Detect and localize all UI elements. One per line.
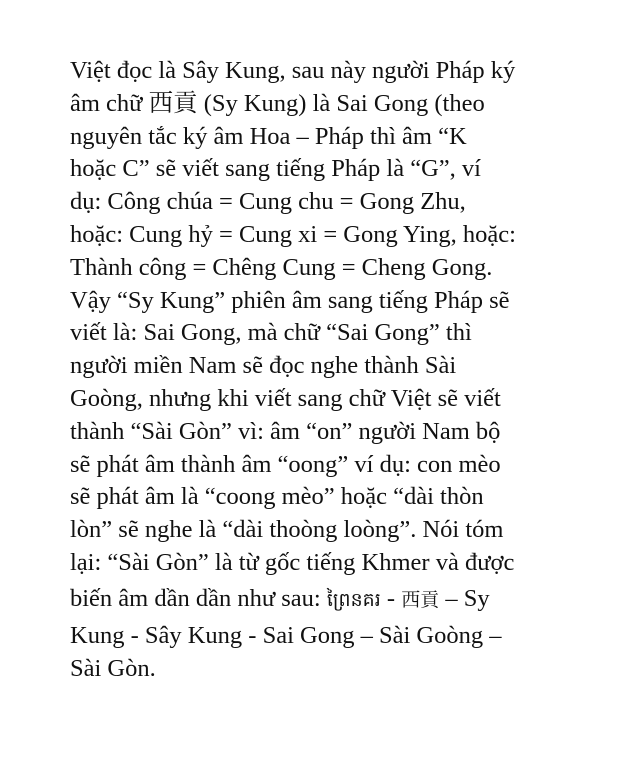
text-line: Thành công = Chêng Cung = Cheng Gong. xyxy=(70,253,493,281)
text-line: âm chữ 西貢 (Sy Kung) là Sai Gong (theo xyxy=(70,89,485,117)
separator: - xyxy=(380,584,402,612)
text-line: sẽ phát âm thành âm “oong” ví dụ: con mèo xyxy=(70,450,501,478)
text-line: thành “Sài Gòn” vì: âm “on” người Nam bộ xyxy=(70,417,501,445)
text-line: sẽ phát âm là “coong mèo” hoặc “dài thòn xyxy=(70,483,484,511)
text-line: Vậy “Sy Kung” phiên âm sang tiếng Pháp sẽ xyxy=(70,286,510,314)
text-line: Việt đọc là Sây Kung, sau này người Pháp ký xyxy=(70,57,516,84)
text-line: lại: “Sài Gòn” là từ gốc tiếng Khmer và được xyxy=(70,548,515,576)
khmer-word: ព្រៃនគរ xyxy=(326,588,381,611)
text-line: hoặc C” sẽ viết sang tiếng Pháp là “G”, ví xyxy=(70,155,481,183)
text-line: Kung - Sây Kung - Sai Gong – Sài Goòng – xyxy=(70,621,502,649)
text-line: viết là: Sai Gong, mà chữ “Sai Gong” thì xyxy=(70,319,472,347)
text-line-etymology xyxy=(70,580,570,618)
etymology-prefix: biến âm dần dần như sau: xyxy=(70,584,327,612)
text-line: hoặc: Cung hỷ = Cung xi = Gong Ying, hoặc: xyxy=(70,220,516,248)
body-paragraph xyxy=(70,55,570,685)
chinese-word: 西貢 xyxy=(401,588,440,611)
text-line: người miền Nam sẽ đọc nghe thành Sài xyxy=(70,352,457,380)
text-line: nguyên tắc ký âm Hoa – Pháp thì âm “K xyxy=(70,122,467,150)
text-line: Sài Gòn. xyxy=(70,654,156,682)
text-line: lòn” sẽ nghe là “dài thoòng loòng”. Nói tóm xyxy=(70,516,504,544)
text-line: Goòng, nhưng khi viết sang chữ Việt sẽ viết xyxy=(70,384,501,412)
etymology-rest: – Sy xyxy=(439,584,490,612)
text-line: dụ: Công chúa = Cung chu = Gong Zhu, xyxy=(70,188,466,216)
